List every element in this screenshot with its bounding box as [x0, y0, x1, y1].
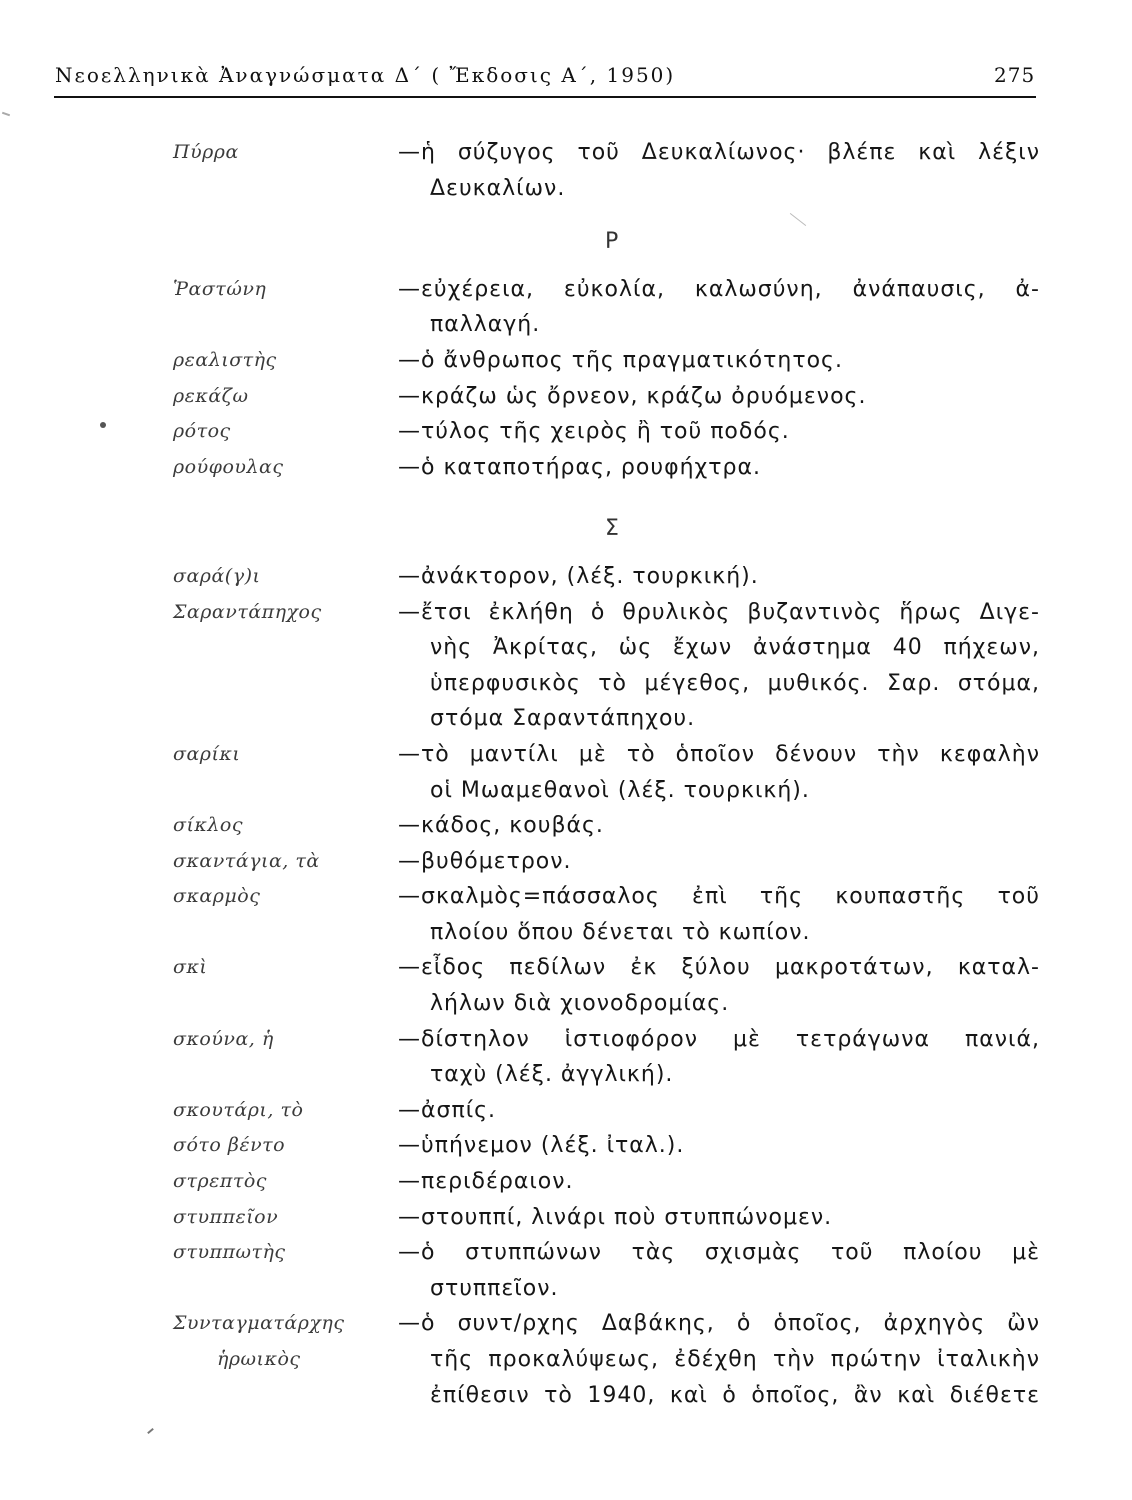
entry-skarmos: [173, 879, 1040, 950]
definition-line: —ἀνάκτορον, (λέξ. τουρκική).: [398, 563, 759, 589]
definition-line: —ὁ καταποτήρας, ρουφήχτρα.: [398, 454, 761, 480]
definition-line: —ἔτσι ἐκλήθη ὁ θρυλικὸς βυζαντινὸς ἥρως Διγε-: [398, 599, 1040, 625]
running-title: Νεοελληνικὰ Ἀναγνώσματα Δ΄ ( Ἔκδοσις Α΄, 1950): [55, 63, 676, 87]
header-rule: [54, 96, 1036, 98]
definition-line: —εὐχέρεια, εὐκολία, καλωσύνη, ἀνάπαυσις, ἀ-: [398, 276, 1040, 302]
entry-siklos: [173, 808, 1040, 844]
entry-term: σκαρμὸς: [173, 885, 261, 908]
section-letter-rho: Ρ: [605, 229, 619, 255]
entry-definition: [398, 1235, 1040, 1306]
definition-line: —ὁ συντ/ρχης Δαβάκης, ὁ ὁποῖος, ἀρχηγὸς ὢν: [398, 1311, 1040, 1337]
definition-line: —τύλος τῆς χειρὸς ἢ τοῦ ποδός.: [398, 419, 790, 445]
definition-line: ὑπερφυσικὸς τὸ μέγεθος, μυθικός. Σαρ. στόμα,: [430, 670, 1040, 696]
entry-definition: [398, 135, 1040, 206]
section-letter-sigma: Σ: [605, 516, 619, 542]
entry-definition: [398, 343, 1040, 379]
definition-line: ταχὺ (λέξ. ἀγγλική).: [430, 1062, 674, 1088]
definition-line: —στουππί, λινάρι ποὺ στυππώνομεν.: [398, 1204, 833, 1230]
glossary: [173, 135, 1040, 1413]
entry-skouna: [173, 1022, 1040, 1093]
entry-term: Πύρρα: [173, 141, 239, 163]
entry-rotos: [173, 414, 1040, 450]
entry-definition: [398, 1022, 1040, 1093]
entry-term: σκὶ: [173, 956, 208, 979]
definition-line: παλλαγή.: [430, 312, 541, 338]
ink-speck: [2, 112, 10, 117]
entry-term: ρότος: [173, 420, 231, 443]
entry-term: ρεαλιστὴς: [173, 348, 277, 371]
entry-definition: [398, 1093, 1040, 1129]
entry-term: σκούνα, ἡ: [173, 1027, 274, 1050]
definition-line: —κράζω ὡς ὄρνεον, κράζω ὀρυόμενος.: [398, 383, 867, 409]
entry-pyrra: [173, 135, 1040, 206]
definition-line: —ἀσπίς.: [398, 1097, 497, 1123]
entry-term: σότο βέντο: [173, 1134, 286, 1157]
entry-term: Ῥαστώνη: [173, 277, 267, 300]
entry-term: σαρίκι: [173, 742, 241, 765]
entry-term: ρούφουλας: [173, 455, 284, 478]
entry-definition: [398, 414, 1040, 450]
definition-line: —δίστηλον ἱστιοφόρον μὲ τετράγωνα πανιά,: [398, 1026, 1040, 1052]
definition-line: —σκαλμὸς=πάσσαλος ἐπὶ τῆς κουπαστῆς τοῦ: [398, 884, 1040, 910]
entry-saragi: [173, 559, 1040, 595]
definition-line: —ὑπήνεμον (λέξ. ἰταλ.).: [398, 1133, 685, 1159]
entry-styppotis: [173, 1235, 1040, 1306]
entry-styppeion: [173, 1200, 1040, 1236]
entry-definition: [398, 379, 1040, 415]
entry-rekazo: [173, 379, 1040, 415]
entry-definition: [398, 1128, 1040, 1164]
entry-sarantapichos: [173, 595, 1040, 737]
entry-rastoni: [173, 272, 1040, 343]
entry-definition: [398, 450, 1040, 486]
entry-term: στυππωτὴς: [173, 1241, 286, 1264]
entry-roufoulas: [173, 450, 1040, 486]
definition-line: Δευκαλίων.: [430, 175, 566, 201]
entry-syntagmatarchis-iroikos: [173, 1306, 1040, 1413]
definition-line: —εἶδος πεδίλων ἐκ ξύλου μακροτάτων, καταλ-: [398, 955, 1040, 981]
definition-line: οἱ Μωαμεθανοὶ (λέξ. τουρκική).: [430, 777, 810, 803]
entry-term: ρεκάζω: [173, 384, 249, 407]
definition-line: —ἡ σύζυγος τοῦ Δευκαλίωνος· βλέπε καὶ λέξιν: [398, 140, 1040, 165]
entry-definition: [398, 737, 1040, 808]
entry-definition: [398, 559, 1040, 595]
entry-term: στυππεῖον: [173, 1205, 279, 1228]
entry-realistis: [173, 343, 1040, 379]
term-line: Συνταγματάρχης: [173, 1312, 345, 1335]
entry-definition: [398, 1200, 1040, 1236]
entry-sariki: [173, 737, 1040, 808]
definition-line: —κάδος, κουβάς.: [398, 813, 604, 839]
definition-line: ἐπίθεσιν τὸ 1940, καὶ ὁ ὁποῖος, ἂν καὶ διέθετε: [430, 1382, 1040, 1408]
entry-streptos: [173, 1164, 1040, 1200]
entry-definition: [398, 808, 1040, 844]
entry-skoutari: [173, 1093, 1040, 1129]
definition-line: —περιδέραιον.: [398, 1169, 574, 1195]
ink-speck: [147, 1428, 154, 1434]
entry-term: [173, 1306, 398, 1413]
definition-line: λήλων διὰ χιονοδρομίας.: [430, 991, 730, 1017]
entry-term: σίκλος: [173, 814, 244, 837]
ink-speck: [100, 422, 106, 428]
entry-term: Σαραντάπηχος: [173, 600, 322, 623]
entry-term: σκουτάρι, τὸ: [173, 1098, 304, 1121]
definition-line: τῆς προκαλύψεως, ἐδέχθη τὴν πρώτην ἰταλικὴν: [430, 1347, 1040, 1372]
definition-line: στυππεῖον.: [430, 1275, 559, 1301]
page-number: 275: [994, 63, 1036, 87]
entry-term: σκαντάγια, τὰ: [173, 849, 320, 872]
entry-definition: [398, 1306, 1040, 1413]
term-line: ἡρωικὸς: [217, 1348, 301, 1370]
entry-skantagia: [173, 844, 1040, 880]
entry-ski: [173, 950, 1040, 1021]
entry-definition: [398, 1164, 1040, 1200]
definition-line: πλοίου ὅπου δένεται τὸ κωπίον.: [430, 919, 811, 945]
definition-line: —ὁ ἄνθρωπος τῆς πραγματικότητος.: [398, 347, 843, 373]
entry-definition: [398, 595, 1040, 737]
definition-line: —τὸ μαντίλι μὲ τὸ ὁποῖον δένουν τὴν κεφαλὴν: [398, 741, 1040, 767]
entry-soto-vento: [173, 1128, 1040, 1164]
entry-term: σαρά(γ)ι: [173, 564, 261, 587]
definition-line: —βυθόμετρον.: [398, 848, 572, 874]
entry-definition: [398, 879, 1040, 950]
entry-term: στρεπτὸς: [173, 1170, 267, 1193]
entry-definition: [398, 950, 1040, 1021]
definition-line: —ὁ στυππώνων τὰς σχισμὰς τοῦ πλοίου μὲ: [398, 1240, 1040, 1266]
entry-definition: [398, 844, 1040, 880]
definition-line: νὴς Ἀκρίτας, ὡς ἔχων ἀνάστημα 40 πήχεων,: [430, 635, 1040, 661]
entry-definition: [398, 272, 1040, 343]
definition-line: στόμα Σαραντάπηχου.: [430, 706, 696, 732]
